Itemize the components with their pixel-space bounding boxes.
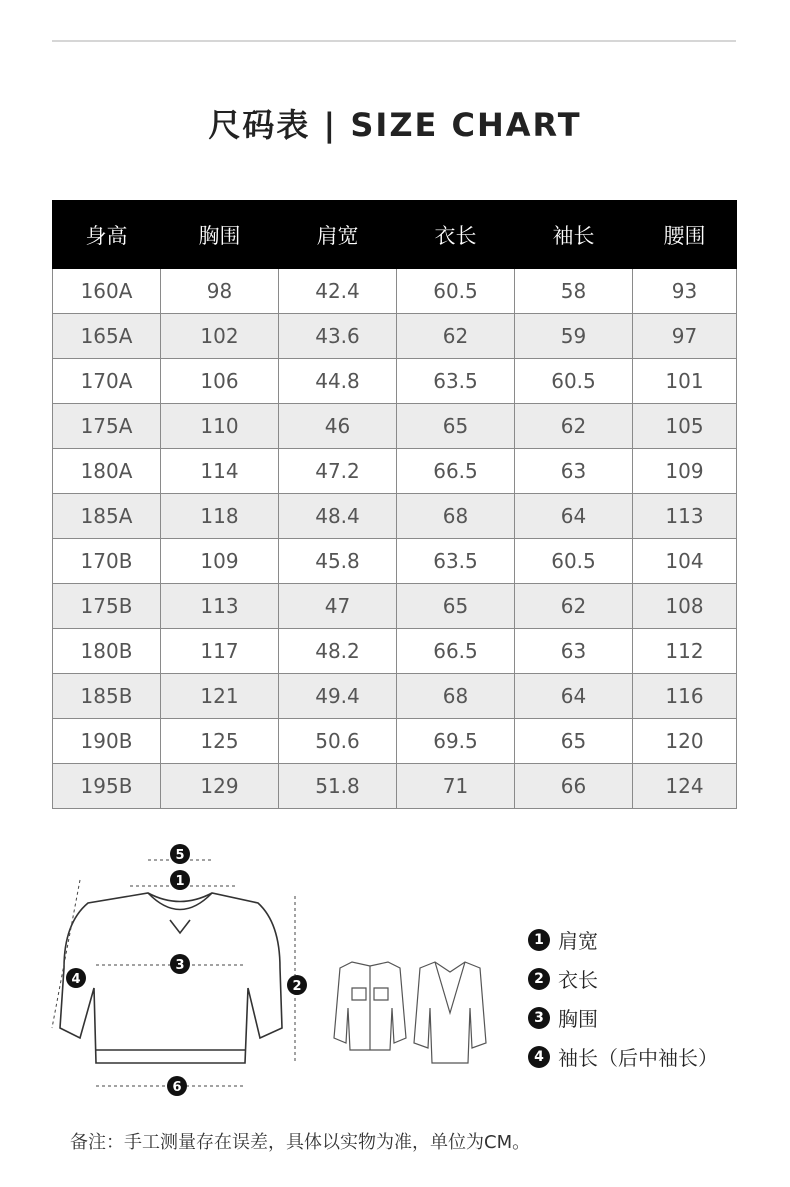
legend-item-sleeve	[528, 1037, 718, 1076]
table-cell: 124	[633, 764, 737, 809]
table-cell: 109	[633, 449, 737, 494]
table-cell: 63	[515, 449, 633, 494]
table-cell: 170B	[53, 539, 161, 584]
table-cell: 93	[633, 269, 737, 314]
table-cell: 64	[515, 494, 633, 539]
table-cell: 48.4	[279, 494, 397, 539]
table-cell: 44.8	[279, 359, 397, 404]
table-cell: 45.8	[279, 539, 397, 584]
header-chest: 胸围	[161, 201, 279, 269]
table-cell: 71	[397, 764, 515, 809]
sweater-outline	[60, 893, 282, 1063]
table-cell: 65	[515, 719, 633, 764]
table-cell: 47.2	[279, 449, 397, 494]
table-cell: 108	[633, 584, 737, 629]
table-cell: 112	[633, 629, 737, 674]
table-cell: 195B	[53, 764, 161, 809]
header-shoulder: 肩宽	[279, 201, 397, 269]
table-cell: 180A	[53, 449, 161, 494]
table-cell: 160A	[53, 269, 161, 314]
header-length: 衣长	[397, 201, 515, 269]
table-cell: 46	[279, 404, 397, 449]
table-row	[53, 764, 737, 809]
table-cell: 66.5	[397, 449, 515, 494]
table-cell: 121	[161, 674, 279, 719]
table-cell: 66.5	[397, 629, 515, 674]
table-cell: 129	[161, 764, 279, 809]
table-cell: 109	[161, 539, 279, 584]
table-row	[53, 539, 737, 584]
marker-4-label: 4	[71, 972, 81, 987]
table-cell: 125	[161, 719, 279, 764]
table-cell: 59	[515, 314, 633, 359]
table-cell: 63.5	[397, 539, 515, 584]
table-cell: 50.6	[279, 719, 397, 764]
header-waist: 腰围	[633, 201, 737, 269]
header-height: 身高	[53, 201, 161, 269]
number-badge-icon: 2	[528, 968, 550, 990]
table-cell: 117	[161, 629, 279, 674]
table-row	[53, 629, 737, 674]
top-divider	[52, 40, 736, 42]
table-cell: 58	[515, 269, 633, 314]
table-row	[53, 449, 737, 494]
table-cell: 62	[515, 404, 633, 449]
legend-label: 衣长	[558, 968, 598, 992]
table-row	[53, 494, 737, 539]
legend-item-chest	[528, 998, 718, 1037]
table-cell: 48.2	[279, 629, 397, 674]
measurement-diagram	[40, 838, 520, 1103]
table-cell: 180B	[53, 629, 161, 674]
table-cell: 105	[633, 404, 737, 449]
page-title: 尺码表 | SIZE CHART	[208, 106, 582, 144]
table-cell: 60.5	[397, 269, 515, 314]
legend-label: 袖长（后中袖长）	[558, 1046, 718, 1070]
table-cell: 64	[515, 674, 633, 719]
table-row	[53, 314, 737, 359]
table-cell: 98	[161, 269, 279, 314]
table-cell: 104	[633, 539, 737, 584]
table-cell: 170A	[53, 359, 161, 404]
table-cell: 102	[161, 314, 279, 359]
header-sleeve: 袖长	[515, 201, 633, 269]
number-badge-icon: 1	[528, 929, 550, 951]
table-row	[53, 584, 737, 629]
table-cell: 175B	[53, 584, 161, 629]
number-badge-icon: 4	[528, 1046, 550, 1068]
table-cell: 63.5	[397, 359, 515, 404]
table-header-row	[53, 201, 737, 269]
table-cell: 114	[161, 449, 279, 494]
legend-item-shoulder	[528, 920, 718, 959]
table-cell: 120	[633, 719, 737, 764]
measurement-legend	[528, 920, 718, 1076]
marker-1-label: 1	[175, 874, 185, 889]
table-cell: 106	[161, 359, 279, 404]
table-cell: 69.5	[397, 719, 515, 764]
table-cell: 65	[397, 584, 515, 629]
table-cell: 185A	[53, 494, 161, 539]
legend-label: 胸围	[558, 1007, 598, 1031]
size-table	[52, 200, 737, 809]
marker-6-label: 6	[172, 1080, 182, 1095]
table-cell: 68	[397, 674, 515, 719]
table-cell: 43.6	[279, 314, 397, 359]
table-cell: 47	[279, 584, 397, 629]
table-cell: 60.5	[515, 359, 633, 404]
table-cell: 190B	[53, 719, 161, 764]
table-row	[53, 269, 737, 314]
table-cell: 62	[515, 584, 633, 629]
table-cell: 113	[161, 584, 279, 629]
table-cell: 60.5	[515, 539, 633, 584]
table-row	[53, 359, 737, 404]
number-badge-icon: 3	[528, 1007, 550, 1029]
table-cell: 62	[397, 314, 515, 359]
jacket-icons	[334, 962, 486, 1063]
table-cell: 185B	[53, 674, 161, 719]
legend-label: 肩宽	[558, 929, 598, 953]
table-cell: 49.4	[279, 674, 397, 719]
sleeve-line	[52, 880, 80, 1028]
table-cell: 118	[161, 494, 279, 539]
legend-item-length	[528, 959, 718, 998]
table-cell: 51.8	[279, 764, 397, 809]
table-cell: 101	[633, 359, 737, 404]
table-cell: 65	[397, 404, 515, 449]
table-row	[53, 674, 737, 719]
table-cell: 165A	[53, 314, 161, 359]
footnote: 备注：手工测量存在误差，具体以实物为准，单位为CM。	[70, 1132, 531, 1153]
table-row	[53, 404, 737, 449]
marker-2-label: 2	[292, 979, 302, 994]
table-cell: 63	[515, 629, 633, 674]
table-row	[53, 719, 737, 764]
table-cell: 116	[633, 674, 737, 719]
table-cell: 97	[633, 314, 737, 359]
table-cell: 66	[515, 764, 633, 809]
table-cell: 68	[397, 494, 515, 539]
table-cell: 113	[633, 494, 737, 539]
marker-5-label: 5	[175, 848, 185, 863]
marker-3-label: 3	[175, 958, 185, 973]
table-cell: 110	[161, 404, 279, 449]
table-cell: 175A	[53, 404, 161, 449]
table-cell: 42.4	[279, 269, 397, 314]
